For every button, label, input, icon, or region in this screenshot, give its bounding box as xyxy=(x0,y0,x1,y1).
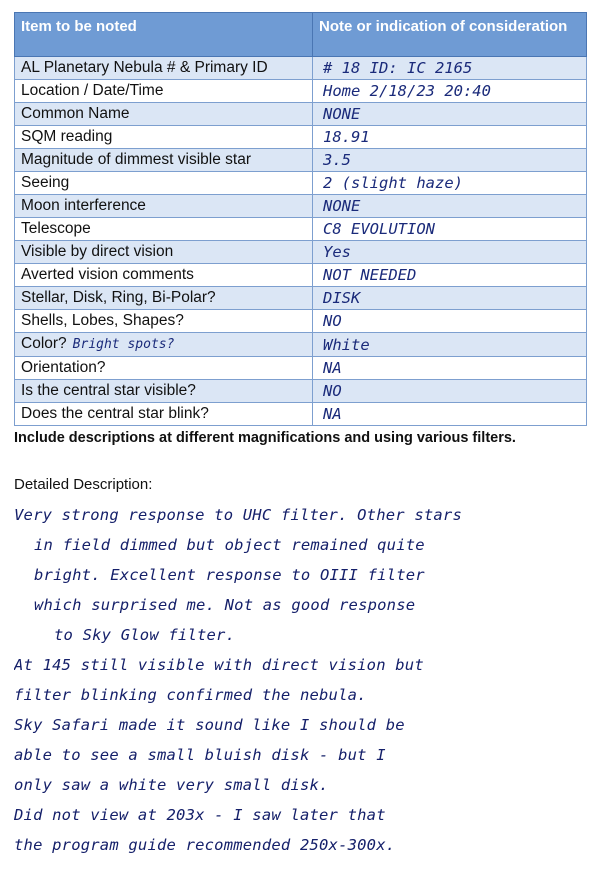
row-item: Seeing xyxy=(15,172,313,195)
row-item: Location / Date/Time xyxy=(15,80,313,103)
header-note: Note or indication of consideration xyxy=(313,13,587,57)
table-row xyxy=(15,149,587,172)
note-line: Did not view at 203x - I saw later that xyxy=(14,806,386,824)
note-line: which surprised me. Not as good response xyxy=(34,596,416,614)
row-item: Color? xyxy=(21,335,67,352)
note-line: Sky Safari made it sound like I should be xyxy=(14,716,405,734)
row-item: SQM reading xyxy=(15,126,313,149)
handwritten-annotation: Bright spots? xyxy=(72,337,175,352)
table-row xyxy=(15,195,587,218)
row-note: NONE xyxy=(313,195,587,218)
row-note: NA xyxy=(313,403,587,426)
row-note: DISK xyxy=(313,287,587,310)
note-line: to Sky Glow filter. xyxy=(54,626,236,644)
table-row xyxy=(15,357,587,380)
table-row xyxy=(15,126,587,149)
note-line: At 145 still visible with direct vision but xyxy=(14,656,424,674)
row-item: Magnitude of dimmest visible star xyxy=(15,149,313,172)
row-item: Stellar, Disk, Ring, Bi-Polar? xyxy=(15,287,313,310)
row-item: Averted vision comments xyxy=(15,264,313,287)
row-item: Is the central star visible? xyxy=(15,380,313,403)
table-row xyxy=(15,172,587,195)
note-line: only saw a white very small disk. xyxy=(14,776,329,794)
row-note: 3.5 xyxy=(313,149,587,172)
row-item-color xyxy=(15,333,313,357)
table-row xyxy=(15,80,587,103)
row-note: 18.91 xyxy=(313,126,587,149)
row-item: Orientation? xyxy=(15,357,313,380)
row-note: 2 (slight haze) xyxy=(313,172,587,195)
table-row xyxy=(15,103,587,126)
table-row xyxy=(15,333,587,357)
row-note: Home 2/18/23 20:40 xyxy=(313,80,587,103)
row-item: AL Planetary Nebula # & Primary ID xyxy=(15,57,313,80)
row-note: NO xyxy=(313,380,587,403)
note-line: the program guide recommended 250x-300x. xyxy=(14,836,396,854)
note-line: Very strong response to UHC filter. Other stars xyxy=(14,506,462,524)
row-item: Moon interference xyxy=(15,195,313,218)
row-note: NONE xyxy=(313,103,587,126)
table-row xyxy=(15,287,587,310)
row-note: NA xyxy=(313,357,587,380)
row-item: Visible by direct vision xyxy=(15,241,313,264)
observation-table xyxy=(14,12,587,426)
row-note: NOT NEEDED xyxy=(313,264,587,287)
row-item: Common Name xyxy=(15,103,313,126)
row-note: NO xyxy=(313,310,587,333)
note-line: able to see a small bluish disk - but I xyxy=(14,746,386,764)
row-note: White xyxy=(313,333,587,357)
table-row xyxy=(15,380,587,403)
table-header-row xyxy=(15,13,587,57)
table-row xyxy=(15,264,587,287)
row-note: C8 EVOLUTION xyxy=(313,218,587,241)
row-item: Does the central star blink? xyxy=(15,403,313,426)
table-row xyxy=(15,57,587,80)
instructions-text: Include descriptions at different magnifications and using various filters. xyxy=(14,430,516,446)
row-item: Telescope xyxy=(15,218,313,241)
note-line: bright. Excellent response to OIII filter xyxy=(34,566,425,584)
header-item: Item to be noted xyxy=(15,13,313,57)
row-item: Shells, Lobes, Shapes? xyxy=(15,310,313,333)
note-line: filter blinking confirmed the nebula. xyxy=(14,686,367,704)
handwritten-notes xyxy=(14,500,586,860)
table-row xyxy=(15,403,587,426)
detailed-description-label: Detailed Description: xyxy=(14,476,153,493)
table-row xyxy=(15,241,587,264)
table-row xyxy=(15,310,587,333)
table-row xyxy=(15,218,587,241)
row-note: # 18 ID: IC 2165 xyxy=(313,57,587,80)
note-line: in field dimmed but object remained quite xyxy=(34,536,425,554)
row-note: Yes xyxy=(313,241,587,264)
